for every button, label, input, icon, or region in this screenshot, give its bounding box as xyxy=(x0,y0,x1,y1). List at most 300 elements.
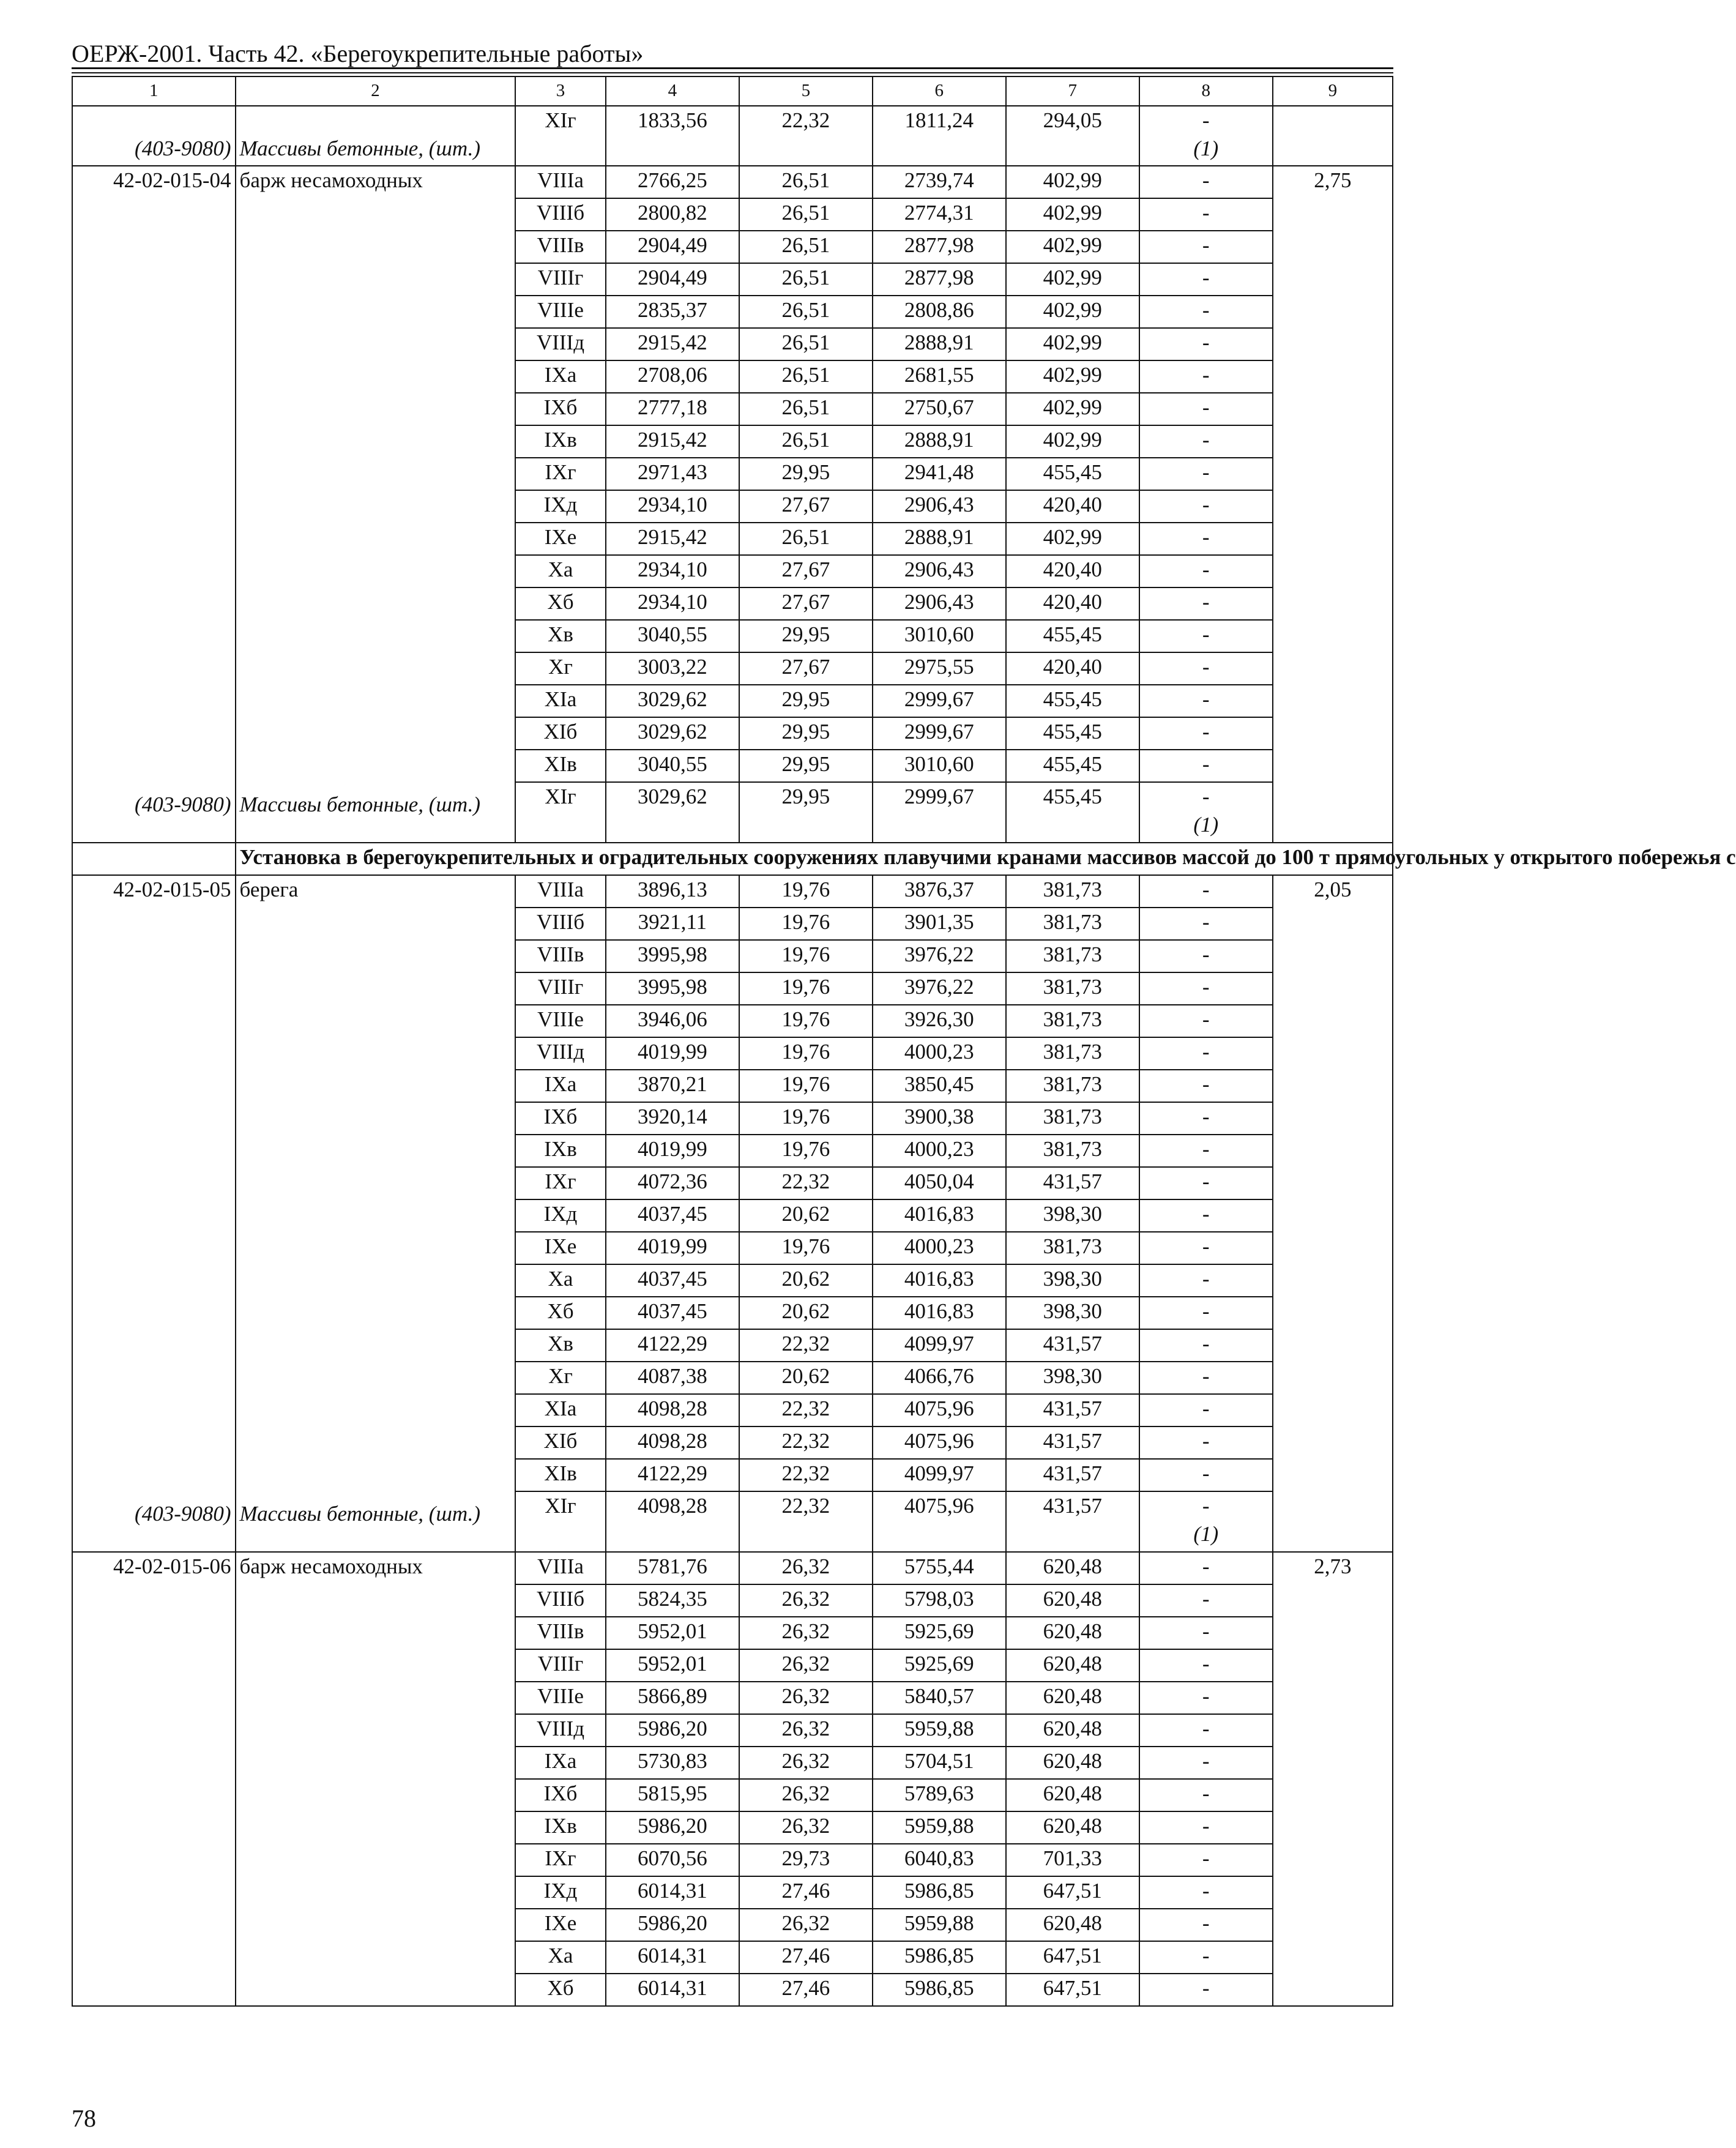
dash-value: - xyxy=(1202,460,1210,484)
table-cell-code xyxy=(72,106,236,166)
table-cell-cost: 3870,21 xyxy=(606,1070,739,1102)
table-cell-cost: 1833,56 xyxy=(606,106,739,166)
header-rule-double xyxy=(72,72,1393,73)
table-cell-cost: 4019,99 xyxy=(606,1232,739,1264)
table-cell-cost: 4098,28 xyxy=(606,1491,739,1552)
table-cell-machines: 3010,60 xyxy=(873,620,1006,652)
dash-value: - xyxy=(1202,1072,1210,1096)
rate-code: 42-02-015-04 xyxy=(113,168,231,192)
table-cell-class: XIб xyxy=(515,1426,606,1459)
dash-value: - xyxy=(1202,1332,1210,1356)
table-cell-wages: 22,32 xyxy=(739,1167,873,1199)
table-cell-machinist-wages: 381,73 xyxy=(1006,875,1139,908)
table-cell-materials xyxy=(1139,1459,1273,1491)
table-cell-class: VIIIб xyxy=(515,908,606,940)
dash-value: - xyxy=(1202,1911,1210,1935)
dash-value: - xyxy=(1202,1781,1210,1805)
dash-value: - xyxy=(1202,1364,1210,1388)
table-cell-wages: 20,62 xyxy=(739,1362,873,1394)
table-cell-machinist-wages: 620,48 xyxy=(1006,1811,1139,1844)
table-cell-materials xyxy=(1139,1037,1273,1070)
table-cell-wages: 22,32 xyxy=(739,1459,873,1491)
table-cell-cost: 2934,10 xyxy=(606,587,739,620)
dash-value: - xyxy=(1202,1137,1210,1161)
table-cell-class: Xг xyxy=(515,652,606,685)
table-cell-cost: 5986,20 xyxy=(606,1909,739,1941)
table-cell-wages: 27,46 xyxy=(739,1974,873,2006)
table-cell-machinist-wages: 398,30 xyxy=(1006,1297,1139,1329)
dash-value: - xyxy=(1202,1461,1210,1485)
dash-value: - xyxy=(1202,1040,1210,1064)
table-cell-wages: 26,51 xyxy=(739,231,873,263)
table-cell-wages: 27,46 xyxy=(739,1941,873,1974)
table-cell-machinist-wages: 647,51 xyxy=(1006,1974,1139,2006)
table-cell-machines: 2888,91 xyxy=(873,425,1006,458)
table-cell-machinist-wages: 398,30 xyxy=(1006,1199,1139,1232)
table-cell-machines: 2888,91 xyxy=(873,328,1006,360)
table-cell-materials xyxy=(1139,587,1273,620)
table-cell-machines: 5925,69 xyxy=(873,1649,1006,1682)
table-cell-machinist-wages: 420,40 xyxy=(1006,652,1139,685)
table-cell-wages: 22,32 xyxy=(739,1394,873,1426)
table-cell-class: XIб xyxy=(515,717,606,750)
rate-code: 42-02-015-06 xyxy=(113,1554,231,1578)
dash-value: - xyxy=(1202,785,1210,808)
table-cell-machines: 3900,38 xyxy=(873,1102,1006,1135)
table-cell-wages: 29,95 xyxy=(739,620,873,652)
table-cell-class: XIг xyxy=(515,782,606,843)
table-cell-machinist-wages: 402,99 xyxy=(1006,360,1139,393)
table-cell-materials xyxy=(1139,1584,1273,1617)
table-cell-machinist-wages: 431,57 xyxy=(1006,1491,1139,1552)
table-cell-machines: 2906,43 xyxy=(873,555,1006,587)
table-cell-wages: 26,32 xyxy=(739,1649,873,1682)
table-cell-cost: 2915,42 xyxy=(606,523,739,555)
table-cell-materials xyxy=(1139,393,1273,425)
table-cell-class: IXе xyxy=(515,523,606,555)
dash-value: - xyxy=(1202,1717,1210,1740)
table-cell-machines: 5986,85 xyxy=(873,1941,1006,1974)
table-cell-class: VIIIа xyxy=(515,875,606,908)
table-cell-labor xyxy=(1273,106,1393,166)
table-cell-code xyxy=(72,875,236,1552)
dash-value: - xyxy=(1202,108,1210,132)
table-cell-materials xyxy=(1139,1779,1273,1811)
column-number: 9 xyxy=(1273,76,1393,106)
table-cell-wages: 19,76 xyxy=(739,1070,873,1102)
dash-value: - xyxy=(1202,363,1210,387)
table-cell-class: XIг xyxy=(515,1491,606,1552)
table-cell-name xyxy=(236,106,516,166)
table-cell-machines: 2999,67 xyxy=(873,782,1006,843)
dash-value: - xyxy=(1202,687,1210,711)
table-cell-machines: 4099,97 xyxy=(873,1459,1006,1491)
table-cell-class: IXе xyxy=(515,1909,606,1941)
table-cell-class: IXб xyxy=(515,1779,606,1811)
table-cell-class: IXд xyxy=(515,490,606,523)
table-cell-materials xyxy=(1139,231,1273,263)
dash-value: - xyxy=(1202,1169,1210,1193)
table-cell-materials xyxy=(1139,1649,1273,1682)
column-number: 2 xyxy=(236,76,516,106)
table-cell-machinist-wages: 402,99 xyxy=(1006,393,1139,425)
table-cell-materials xyxy=(1139,198,1273,231)
table-cell-class: IXа xyxy=(515,1747,606,1779)
table-cell-class: XIа xyxy=(515,1394,606,1426)
table-cell-machines: 2877,98 xyxy=(873,231,1006,263)
table-cell-wages: 27,67 xyxy=(739,555,873,587)
table-cell-wages: 22,32 xyxy=(739,1426,873,1459)
table-cell-cost: 3040,55 xyxy=(606,620,739,652)
table-cell-materials xyxy=(1139,1199,1273,1232)
table-cell-machines: 4066,76 xyxy=(873,1362,1006,1394)
dash-value: - xyxy=(1202,1494,1210,1518)
table-cell-class: Xб xyxy=(515,1297,606,1329)
table-cell-class: IXа xyxy=(515,1070,606,1102)
dash-value: - xyxy=(1202,942,1210,966)
table-cell-machinist-wages: 647,51 xyxy=(1006,1941,1139,1974)
table-cell-class: IXе xyxy=(515,1232,606,1264)
table-cell-materials xyxy=(1139,263,1273,296)
table-cell-cost: 4019,99 xyxy=(606,1135,739,1167)
dash-value: - xyxy=(1202,525,1210,549)
table-cell-machines: 3901,35 xyxy=(873,908,1006,940)
table-cell-materials xyxy=(1139,328,1273,360)
table-cell-cost: 2915,42 xyxy=(606,328,739,360)
table-cell-machinist-wages: 620,48 xyxy=(1006,1682,1139,1714)
column-number: 8 xyxy=(1139,76,1273,106)
table-cell-machines: 3876,37 xyxy=(873,875,1006,908)
table-cell-cost: 4037,45 xyxy=(606,1297,739,1329)
table-cell-machines: 3926,30 xyxy=(873,1005,1006,1037)
table-cell-wages: 26,51 xyxy=(739,523,873,555)
table-cell-machinist-wages: 402,99 xyxy=(1006,263,1139,296)
dash-value: - xyxy=(1202,395,1210,419)
table-cell-labor: 2,75 xyxy=(1273,166,1393,843)
table-cell-materials xyxy=(1139,106,1273,166)
table-cell-wages: 26,51 xyxy=(739,425,873,458)
table-cell-machines: 6040,83 xyxy=(873,1844,1006,1876)
table-cell-machinist-wages: 381,73 xyxy=(1006,1070,1139,1102)
resource-name: Массивы бетонные, (шт.) xyxy=(239,792,480,816)
table-cell-machinist-wages: 381,73 xyxy=(1006,940,1139,972)
table-cell-machinist-wages: 402,99 xyxy=(1006,425,1139,458)
table-cell-machines: 2941,48 xyxy=(873,458,1006,490)
table-cell-cost: 2766,25 xyxy=(606,166,739,198)
table-cell-class: XIв xyxy=(515,750,606,782)
rate-name: барж несамоходных xyxy=(239,1554,423,1578)
dash-value: - xyxy=(1202,201,1210,225)
table-cell-wages: 19,76 xyxy=(739,875,873,908)
dash-value: - xyxy=(1202,1619,1210,1643)
table-cell-machines: 5798,03 xyxy=(873,1584,1006,1617)
table-cell-machines: 2808,86 xyxy=(873,296,1006,328)
table-cell-wages: 19,76 xyxy=(739,1005,873,1037)
table-cell-cost: 2835,37 xyxy=(606,296,739,328)
table-cell-cost: 2708,06 xyxy=(606,360,739,393)
table-cell-labor: 2,73 xyxy=(1273,1552,1393,2006)
table-cell-machines: 4050,04 xyxy=(873,1167,1006,1199)
resource-name: Массивы бетонные, (шт.) xyxy=(239,136,480,160)
table-cell-machines: 5755,44 xyxy=(873,1552,1006,1584)
table-cell-machines: 2888,91 xyxy=(873,523,1006,555)
table-cell-class: Xа xyxy=(515,1264,606,1297)
table-cell-machinist-wages: 381,73 xyxy=(1006,908,1139,940)
table-cell-wages: 19,76 xyxy=(739,1102,873,1135)
dash-value: - xyxy=(1202,493,1210,516)
table-cell-class: Xв xyxy=(515,1329,606,1362)
table-cell-class: IXг xyxy=(515,1844,606,1876)
table-cell-machinist-wages: 620,48 xyxy=(1006,1747,1139,1779)
table-cell-materials xyxy=(1139,1682,1273,1714)
dash-value: - xyxy=(1202,1587,1210,1611)
table-cell-machines: 4099,97 xyxy=(873,1329,1006,1362)
table-cell-materials xyxy=(1139,652,1273,685)
table-cell-materials xyxy=(1139,1974,1273,2006)
table-cell-materials xyxy=(1139,1617,1273,1649)
page-header: ОЕРЖ-2001. Часть 42. «Берегоукрепительные работы» xyxy=(72,40,644,67)
table-cell-materials xyxy=(1139,1844,1273,1876)
table-cell-class: Xг xyxy=(515,1362,606,1394)
dash-value: - xyxy=(1202,1976,1210,2000)
table-cell-wages: 20,62 xyxy=(739,1264,873,1297)
rates-table xyxy=(72,76,1736,2007)
table-cell-materials xyxy=(1139,972,1273,1005)
table-cell-cost: 4072,36 xyxy=(606,1167,739,1199)
table-cell-machines: 2877,98 xyxy=(873,263,1006,296)
table-cell-wages: 26,51 xyxy=(739,393,873,425)
table-cell-class: VIIIб xyxy=(515,1584,606,1617)
table-cell-materials xyxy=(1139,1909,1273,1941)
table-cell-materials xyxy=(1139,685,1273,717)
table-cell-cost: 5952,01 xyxy=(606,1617,739,1649)
table-cell-name xyxy=(236,875,516,1552)
table-cell-machines: 4016,83 xyxy=(873,1199,1006,1232)
table-cell-class: VIIIд xyxy=(515,328,606,360)
table-cell-materials xyxy=(1139,1552,1273,1584)
table-cell-machines: 5959,88 xyxy=(873,1811,1006,1844)
resource-code: (403-9080) xyxy=(135,1502,231,1526)
table-cell-class: XIа xyxy=(515,685,606,717)
table-cell-cost: 2904,49 xyxy=(606,231,739,263)
dash-value: - xyxy=(1202,428,1210,452)
dash-value: - xyxy=(1202,558,1210,581)
table-cell-wages: 26,51 xyxy=(739,166,873,198)
table-cell-machinist-wages: 420,40 xyxy=(1006,490,1139,523)
table-cell-machinist-wages: 431,57 xyxy=(1006,1459,1139,1491)
table-cell-machinist-wages: 455,45 xyxy=(1006,685,1139,717)
column-number: 4 xyxy=(606,76,739,106)
table-cell-code xyxy=(72,843,236,875)
table-cell-class: IXд xyxy=(515,1876,606,1909)
dash-value: - xyxy=(1202,168,1210,192)
table-cell-cost: 4087,38 xyxy=(606,1362,739,1394)
page-number: 78 xyxy=(72,2105,96,2132)
rate-name: барж несамоходных xyxy=(239,168,423,192)
table-cell-class: VIIIе xyxy=(515,1682,606,1714)
table-cell-machinist-wages: 402,99 xyxy=(1006,296,1139,328)
table-cell-labor: 2,05 xyxy=(1273,875,1393,1552)
table-cell-class: IXв xyxy=(515,1135,606,1167)
table-cell-cost: 2904,49 xyxy=(606,263,739,296)
table-cell-class: VIIIв xyxy=(515,1617,606,1649)
table-cell-materials xyxy=(1139,1102,1273,1135)
dash-value: - xyxy=(1202,910,1210,934)
table-cell-machinist-wages: 381,73 xyxy=(1006,1135,1139,1167)
table-cell-class: IXа xyxy=(515,360,606,393)
table-cell-machinist-wages: 455,45 xyxy=(1006,782,1139,843)
table-cell-wages: 26,51 xyxy=(739,360,873,393)
resource-name: Массивы бетонные, (шт.) xyxy=(239,1502,480,1526)
column-number-row xyxy=(72,76,1393,106)
table-cell-machines: 5959,88 xyxy=(873,1909,1006,1941)
table-cell-machinist-wages: 431,57 xyxy=(1006,1329,1139,1362)
table-cell-cost: 2934,10 xyxy=(606,490,739,523)
table-cell-materials xyxy=(1139,1747,1273,1779)
table-cell-machines: 4016,83 xyxy=(873,1264,1006,1297)
table-cell-wages: 26,32 xyxy=(739,1779,873,1811)
dash-value: - xyxy=(1202,720,1210,744)
table-cell-machinist-wages: 420,40 xyxy=(1006,587,1139,620)
table-cell-code xyxy=(72,1552,236,2006)
dash-value: - xyxy=(1202,1652,1210,1676)
table-cell-machines: 3010,60 xyxy=(873,750,1006,782)
table-cell-materials xyxy=(1139,490,1273,523)
resource-quantity: (1) xyxy=(1193,813,1219,837)
table-cell-materials xyxy=(1139,1167,1273,1199)
dash-value: - xyxy=(1202,233,1210,257)
table-cell-wages: 19,76 xyxy=(739,1232,873,1264)
table-cell-class: Xб xyxy=(515,587,606,620)
dash-value: - xyxy=(1202,1202,1210,1226)
table-cell-cost: 5781,76 xyxy=(606,1552,739,1584)
table-cell-machinist-wages: 398,30 xyxy=(1006,1264,1139,1297)
resource-quantity: (1) xyxy=(1193,1522,1219,1546)
table-cell-class: VIIIг xyxy=(515,972,606,1005)
table-row xyxy=(72,875,1393,908)
table-cell-cost: 3029,62 xyxy=(606,782,739,843)
table-cell-class: VIIIд xyxy=(515,1037,606,1070)
table-cell-cost: 4037,45 xyxy=(606,1199,739,1232)
table-cell-wages: 27,67 xyxy=(739,652,873,685)
table-cell-materials xyxy=(1139,750,1273,782)
table-cell-name xyxy=(236,166,516,843)
table-cell-machines: 5704,51 xyxy=(873,1747,1006,1779)
table-cell-class: XIг xyxy=(515,106,606,166)
table-cell-cost: 3029,62 xyxy=(606,717,739,750)
column-number: 1 xyxy=(72,76,236,106)
table-cell-machines: 1811,24 xyxy=(873,106,1006,166)
table-cell-cost: 6014,31 xyxy=(606,1941,739,1974)
table-cell-materials xyxy=(1139,296,1273,328)
table-cell-machines: 3976,22 xyxy=(873,972,1006,1005)
dash-value: - xyxy=(1202,1554,1210,1578)
table-cell-wages: 26,51 xyxy=(739,328,873,360)
table-row xyxy=(72,166,1393,198)
table-cell-machines: 4075,96 xyxy=(873,1394,1006,1426)
table-cell-cost: 2800,82 xyxy=(606,198,739,231)
table-cell-materials xyxy=(1139,1714,1273,1747)
table-cell-cost: 5986,20 xyxy=(606,1811,739,1844)
table-cell-class: VIIIв xyxy=(515,940,606,972)
table-cell-wages: 19,76 xyxy=(739,1135,873,1167)
table-cell-cost: 3040,55 xyxy=(606,750,739,782)
table-cell-class: Xб xyxy=(515,1974,606,2006)
table-cell-wages: 20,62 xyxy=(739,1199,873,1232)
dash-value: - xyxy=(1202,1267,1210,1291)
table-cell-machinist-wages: 381,73 xyxy=(1006,1102,1139,1135)
dash-value: - xyxy=(1202,1846,1210,1870)
table-cell-wages: 19,76 xyxy=(739,908,873,940)
column-number: 7 xyxy=(1006,76,1139,106)
table-cell-wages: 26,32 xyxy=(739,1811,873,1844)
table-cell-cost: 2777,18 xyxy=(606,393,739,425)
table-cell-class: IXб xyxy=(515,393,606,425)
table-cell-machinist-wages: 701,33 xyxy=(1006,1844,1139,1876)
table-cell-wages: 27,46 xyxy=(739,1876,873,1909)
table-cell-cost: 5824,35 xyxy=(606,1584,739,1617)
column-number: 6 xyxy=(873,76,1006,106)
table-cell-cost: 4098,28 xyxy=(606,1394,739,1426)
table-cell-cost: 4122,29 xyxy=(606,1329,739,1362)
table-cell-wages: 29,95 xyxy=(739,685,873,717)
table-cell-wages: 29,95 xyxy=(739,750,873,782)
table-cell-wages: 19,76 xyxy=(739,1037,873,1070)
table-cell-machinist-wages: 402,99 xyxy=(1006,231,1139,263)
resource-code: (403-9080) xyxy=(135,136,231,160)
table-cell-machines: 2739,74 xyxy=(873,166,1006,198)
dash-value: - xyxy=(1202,330,1210,354)
table-cell-wages: 20,62 xyxy=(739,1297,873,1329)
table-cell-materials xyxy=(1139,1362,1273,1394)
table-cell-class: VIIIа xyxy=(515,1552,606,1584)
table-cell-class: VIIIб xyxy=(515,198,606,231)
table-cell-machines: 4016,83 xyxy=(873,1297,1006,1329)
table-cell-wages: 26,51 xyxy=(739,198,873,231)
table-cell-machines: 3850,45 xyxy=(873,1070,1006,1102)
table-cell-machines: 5840,57 xyxy=(873,1682,1006,1714)
table-cell-cost: 2915,42 xyxy=(606,425,739,458)
table-row xyxy=(72,1552,1393,1584)
table-cell-machines: 4000,23 xyxy=(873,1037,1006,1070)
table-cell-machinist-wages: 455,45 xyxy=(1006,717,1139,750)
table-cell-class: Xа xyxy=(515,1941,606,1974)
table-cell-machines: 5959,88 xyxy=(873,1714,1006,1747)
table-cell-machinist-wages: 455,45 xyxy=(1006,750,1139,782)
table-cell-materials xyxy=(1139,1070,1273,1102)
table-cell-machinist-wages: 620,48 xyxy=(1006,1909,1139,1941)
table-cell-cost: 6070,56 xyxy=(606,1844,739,1876)
table-cell-materials xyxy=(1139,166,1273,198)
table-cell-cost: 6014,31 xyxy=(606,1876,739,1909)
table-cell-materials xyxy=(1139,1876,1273,1909)
dash-value: - xyxy=(1202,1684,1210,1708)
table-cell-machinist-wages: 455,45 xyxy=(1006,458,1139,490)
table-cell-machinist-wages: 647,51 xyxy=(1006,1876,1139,1909)
table-cell-materials xyxy=(1139,425,1273,458)
table-cell-materials xyxy=(1139,1264,1273,1297)
table-cell-machinist-wages: 402,99 xyxy=(1006,328,1139,360)
table-cell-machinist-wages: 620,48 xyxy=(1006,1649,1139,1682)
table-cell-wages: 26,51 xyxy=(739,296,873,328)
table-cell-cost: 2934,10 xyxy=(606,555,739,587)
table-cell-cost: 3029,62 xyxy=(606,685,739,717)
table-cell-cost: 3896,13 xyxy=(606,875,739,908)
table-cell-machines: 4000,23 xyxy=(873,1135,1006,1167)
dash-value: - xyxy=(1202,1234,1210,1258)
table-cell-wages: 29,73 xyxy=(739,1844,873,1876)
table-cell-class: IXб xyxy=(515,1102,606,1135)
